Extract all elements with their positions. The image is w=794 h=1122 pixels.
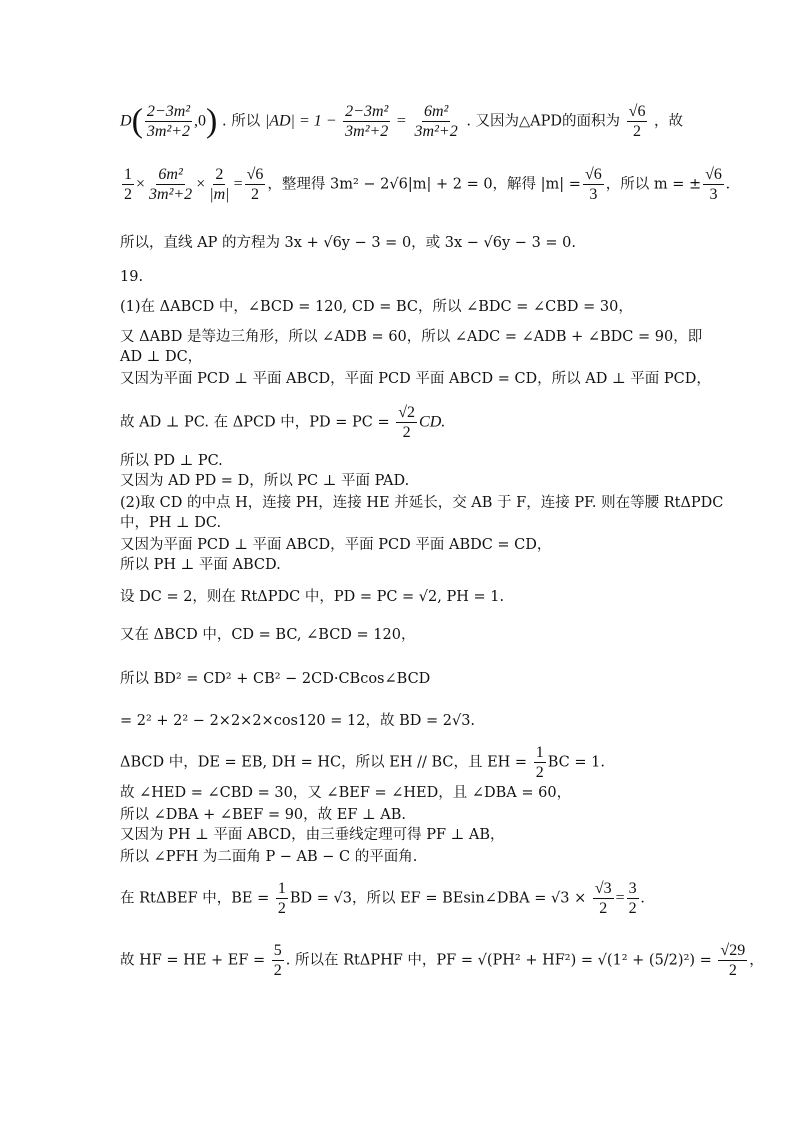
line-5: (1)在 ΔABCD 中，∠BCD = 120, CD = BC，所以 ∠BDC = ∠CBD = 30，	[120, 299, 633, 315]
text: . 所以	[221, 113, 261, 130]
fraction	[147, 166, 194, 203]
numerator: 2−3m²	[345, 103, 389, 120]
denominator: 3m²+2	[149, 186, 193, 203]
text: ΔBCD 中，DE = EB, DH = HC，所以 EH // BC，且 EH =	[120, 754, 528, 771]
text: . 所以在 RtΔPHF 中，PF = √(PH² + HF²) = √(1² + (5/2)²) =	[285, 952, 712, 969]
line-24: 所以 ∠PFH 为二面角 P − AB − C 的平面角.	[120, 849, 418, 865]
text: ，整理得 3m² − 2√6|m| + 2 = 0，解得 |m| =	[267, 176, 581, 193]
fraction	[627, 103, 648, 140]
fraction	[718, 942, 747, 979]
denominator: 3m²+2	[146, 123, 191, 140]
numerator: √6	[584, 166, 602, 183]
line-8: 又因为平面 PCD ⊥ 平面 ABCD，平面 PCD 平面 ABCD = CD，所以 AD ⊥ 平面 PCD，	[120, 371, 711, 387]
fraction	[245, 166, 266, 203]
fraction	[272, 942, 284, 979]
text: BD = √3，所以 EF = BEsin∠DBA = √3 ×	[289, 890, 587, 907]
denominator: 2	[728, 962, 737, 979]
text: CD.	[419, 413, 446, 431]
text: |AD| = 1 −	[264, 112, 337, 130]
paren-left: (	[131, 102, 143, 140]
numerator: 2	[215, 166, 224, 183]
fraction	[583, 166, 604, 203]
numerator: 6m²	[158, 166, 183, 183]
text: ×	[196, 175, 206, 193]
text: =	[396, 112, 406, 130]
text: .	[725, 175, 730, 193]
text: =	[233, 175, 243, 193]
fraction	[413, 103, 460, 140]
denominator: 3	[709, 186, 718, 203]
denominator: 2	[633, 123, 642, 140]
denominator: 2	[535, 764, 544, 781]
fraction	[145, 103, 192, 140]
denominator: 3m²+2	[345, 123, 389, 140]
fraction	[396, 404, 417, 441]
numerator: √3	[594, 880, 612, 897]
denominator: 2	[124, 186, 132, 203]
line-9	[120, 404, 445, 441]
denominator: 2	[402, 424, 411, 441]
line-15: 所以 PH ⊥ 平面 ABCD.	[120, 557, 281, 573]
text: ，故	[654, 113, 684, 130]
line-23: 又因为 PH ⊥ 平面 ABCD，由三垂线定理可得 PF ⊥ AB，	[120, 827, 505, 843]
line-16: 设 DC = 2，则在 RtΔPDC 中，PD = PC = √2, PH = 1.	[120, 589, 505, 605]
line-14: 又因为平面 PCD ⊥ 平面 ABCD，平面 PCD 平面 ABDC = CD，	[120, 537, 552, 553]
text: . 又因为△APD的面积为	[466, 113, 621, 130]
line-21: 故 ∠HED = ∠CBD = 30，又 ∠BEF = ∠HED，且 ∠DBA = 60，	[120, 785, 572, 801]
numerator: √6	[628, 103, 646, 120]
text: ，所以 m = ±	[605, 176, 702, 193]
text: 在 RtΔBEF 中，BE =	[120, 890, 270, 907]
fraction	[276, 880, 288, 917]
paren-right: )	[206, 102, 218, 140]
denominator: 2	[251, 186, 259, 203]
fraction	[207, 166, 231, 203]
denominator: |m|	[209, 186, 230, 203]
fraction	[343, 103, 390, 140]
numerator: 2−3m²	[146, 103, 191, 120]
text: .	[640, 889, 645, 907]
denominator: 2	[273, 962, 282, 979]
line-11: 又因为 AD PD = D，所以 PC ⊥ 平面 PAD.	[120, 473, 410, 489]
numerator: √6	[246, 166, 264, 183]
denominator: 2	[277, 900, 286, 917]
denominator: 2	[628, 900, 637, 917]
line-3: 所以，直线 AP 的方程为 3x + √6y − 3 = 0，或 3x − √6y − 3 = 0.	[120, 235, 576, 251]
line-10: 所以 PD ⊥ PC.	[120, 453, 223, 469]
problem-number: 19.	[120, 269, 144, 285]
text: BC = 1.	[547, 754, 605, 771]
numerator: 5	[273, 942, 282, 959]
line-12: (2)取 CD 的中点 H，连接 PH，连接 HE 并延长，交 AB 于 F，连接 PF. 则在等腰 RtΔPDC	[120, 495, 724, 511]
fraction	[534, 744, 546, 781]
numerator: √2	[398, 404, 416, 421]
line-18: 所以 BD² = CD² + CB² − 2CD·CBcos∠BCD	[120, 671, 431, 687]
text: ，	[749, 952, 764, 969]
fraction	[703, 166, 724, 203]
line-25	[120, 880, 645, 917]
numerator: √6	[705, 166, 722, 183]
line-26	[120, 942, 764, 979]
line-1	[120, 103, 683, 140]
numerator: √29	[720, 942, 746, 959]
numerator: 1	[535, 744, 544, 761]
denominator: 2	[599, 900, 608, 917]
line-22: 所以 ∠DBA + ∠BEF = 90，故 EF ⊥ AB.	[120, 807, 406, 823]
text: ,0	[194, 112, 207, 130]
text: 故 HF = HE + EF =	[120, 952, 266, 969]
numerator: 6m²	[423, 103, 449, 120]
line-20	[120, 744, 605, 781]
fraction	[122, 166, 134, 203]
text: ×	[136, 175, 146, 193]
line-19: = 2² + 2² − 2×2×2×cos120 = 12，故 BD = 2√3.	[120, 713, 476, 729]
line-2	[120, 166, 730, 203]
fraction	[593, 880, 614, 917]
denominator: 3	[589, 186, 598, 203]
line-6: 又 ΔABD 是等边三角形，所以 ∠ADB = 60，所以 ∠ADC = ∠ADB + ∠BDC = 90，即	[120, 329, 703, 345]
numerator: 1	[124, 166, 132, 183]
numerator: 3	[628, 880, 637, 897]
text: =	[615, 889, 625, 907]
line-17: 又在 ΔBCD 中，CD = BC, ∠BCD = 120，	[120, 627, 416, 643]
line-13: 中，PH ⊥ DC.	[120, 515, 222, 531]
fraction	[627, 880, 639, 917]
line-7: AD ⊥ DC，	[120, 349, 203, 365]
denominator: 3m²+2	[414, 123, 458, 140]
text: 故 AD ⊥ PC. 在 ΔPCD 中，PD = PC =	[120, 414, 390, 431]
text: D	[120, 112, 132, 130]
numerator: 1	[277, 880, 286, 897]
